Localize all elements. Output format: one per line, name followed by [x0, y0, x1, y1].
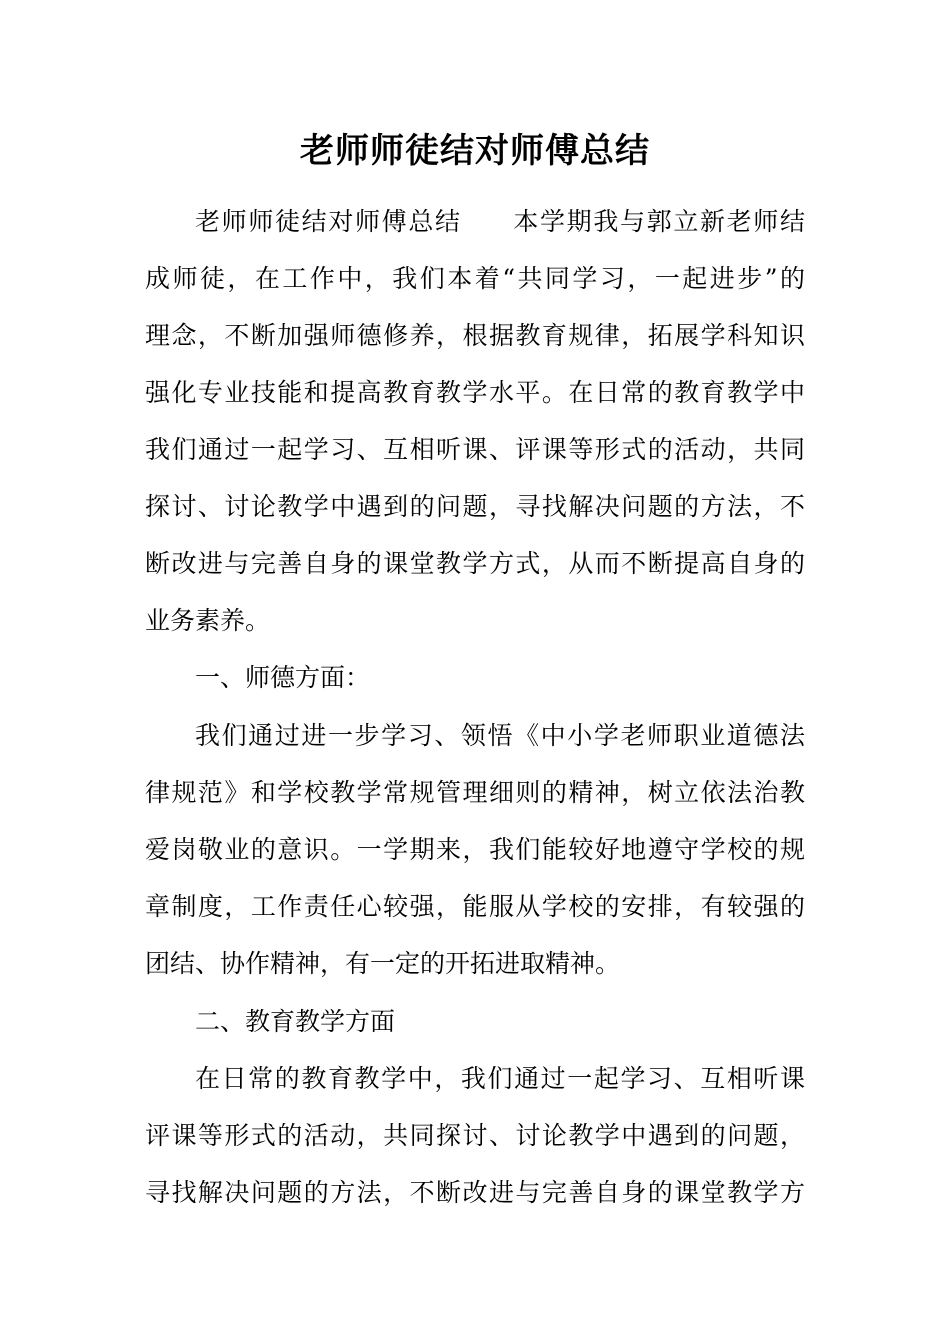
intro-text: 本学期我与郭立新老师结 — [511, 207, 805, 236]
paragraph-line: 理念，不断加强师德修养，根据教育规律，拓展学科知识 — [145, 321, 805, 350]
paragraph-line: 我们通过进一步学习、领悟《中小学老师职业道德法 — [195, 721, 805, 750]
section-heading: 一、师德方面： — [195, 663, 371, 692]
paragraph-line: 强化专业技能和提高教育教学水平。在日常的教育教学中 — [145, 378, 805, 407]
paragraph-line: 团结、协作精神，有一定的开拓进取精神。 — [145, 949, 621, 978]
paragraph-line: 我们通过一起学习、互相听课、评课等形式的活动，共同 — [145, 435, 805, 464]
paragraph-line: 断改进与完善自身的课堂教学方式，从而不断提高自身的 — [145, 549, 805, 578]
paragraph-line: 寻找解决问题的方法，不断改进与完善自身的课堂教学方 — [145, 1178, 805, 1207]
intro-heading-text: 老师师徒结对师傅总结 — [195, 207, 462, 236]
paragraph-line: 章制度，工作责任心较强，能服从学校的安排，有较强的 — [145, 892, 805, 921]
paragraph-line: 在日常的教育教学中，我们通过一起学习、互相听课 — [195, 1064, 805, 1093]
paragraph-line: 探讨、讨论教学中遇到的问题，寻找解决问题的方法，不 — [145, 492, 805, 521]
paragraph-line — [195, 202, 805, 242]
paragraph-line: 爱岗敬业的意识。一学期来，我们能较好地遵守学校的规 — [145, 835, 805, 864]
paragraph-line: 评课等形式的活动，共同探讨、讨论教学中遇到的问题， — [145, 1121, 805, 1150]
paragraph-line: 律规范》和学校教学常规管理细则的精神，树立依法治教 — [145, 778, 805, 807]
paragraph-line: 成师徒，在工作中，我们本着“共同学习，一起进步”的 — [145, 264, 805, 293]
paragraph-line: 业务素养。 — [145, 606, 271, 635]
document-title: 老师师徒结对师傅总结 — [300, 131, 650, 171]
section-heading: 二、教育教学方面 — [195, 1007, 396, 1036]
